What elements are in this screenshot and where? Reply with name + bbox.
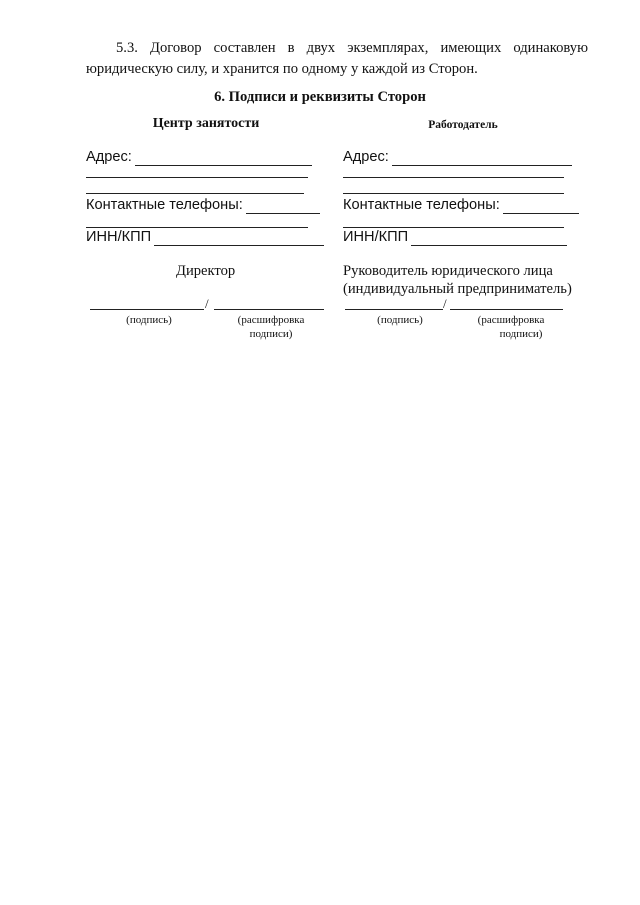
inn-kpp-label: ИНН/КПП (86, 229, 152, 245)
signatory-role-line-2: (индивидуальный предприниматель) (343, 281, 572, 297)
signature-line[interactable] (345, 309, 443, 310)
signatory-role-line-1: Руководитель юридического лица (343, 263, 553, 279)
address-line-2[interactable] (343, 177, 564, 178)
address-field[interactable] (86, 148, 312, 166)
address-line-3[interactable] (343, 193, 564, 194)
phones-label: Контактные телефоны: (86, 197, 243, 213)
party-heading: Центр занятости (152, 116, 260, 131)
inn-kpp-field[interactable] (86, 228, 324, 246)
phones-line[interactable] (503, 200, 579, 214)
decoding-caption-line-2: подписи) (249, 328, 293, 340)
address-label: Адрес: (86, 149, 132, 165)
address-label: Адрес: (343, 149, 389, 165)
party-column-employer (343, 0, 583, 905)
signatory-role: Директор (176, 263, 236, 279)
inn-kpp-label: ИНН/КПП (343, 229, 409, 245)
clause-5-3: 5.3. Договор составлен в двух экземплярах, имеющих одинаковую юридическую силу, и хранится по одному у каждой из Сторон. (86, 40, 588, 77)
party-column-employment-center (86, 0, 326, 905)
address-field[interactable] (343, 148, 572, 166)
phones-field[interactable] (86, 196, 320, 214)
phones-label: Контактные телефоны: (343, 197, 500, 213)
signature-caption: (подпись) (126, 314, 172, 326)
inn-kpp-line[interactable] (154, 232, 324, 246)
address-line[interactable] (392, 152, 572, 166)
phones-field[interactable] (343, 196, 579, 214)
decoding-line[interactable] (214, 309, 324, 310)
inn-kpp-field[interactable] (343, 228, 567, 246)
section-title: 6. Подписи и реквизиты Сторон (214, 89, 426, 105)
party-heading: Работодатель (428, 119, 498, 131)
decoding-caption-line-1: (расшифровка (237, 314, 305, 326)
decoding-caption-line-1: (расшифровка (477, 314, 545, 326)
signature-separator: / (443, 296, 447, 311)
address-line-2[interactable] (86, 177, 308, 178)
decoding-caption-line-2: подписи) (499, 328, 543, 340)
address-line-3[interactable] (86, 193, 304, 194)
phones-line[interactable] (246, 200, 320, 214)
signature-separator: / (205, 296, 209, 311)
decoding-line[interactable] (450, 309, 563, 310)
address-line[interactable] (135, 152, 312, 166)
inn-kpp-line[interactable] (411, 232, 567, 246)
signature-line[interactable] (90, 309, 204, 310)
signature-caption: (подпись) (377, 314, 423, 326)
